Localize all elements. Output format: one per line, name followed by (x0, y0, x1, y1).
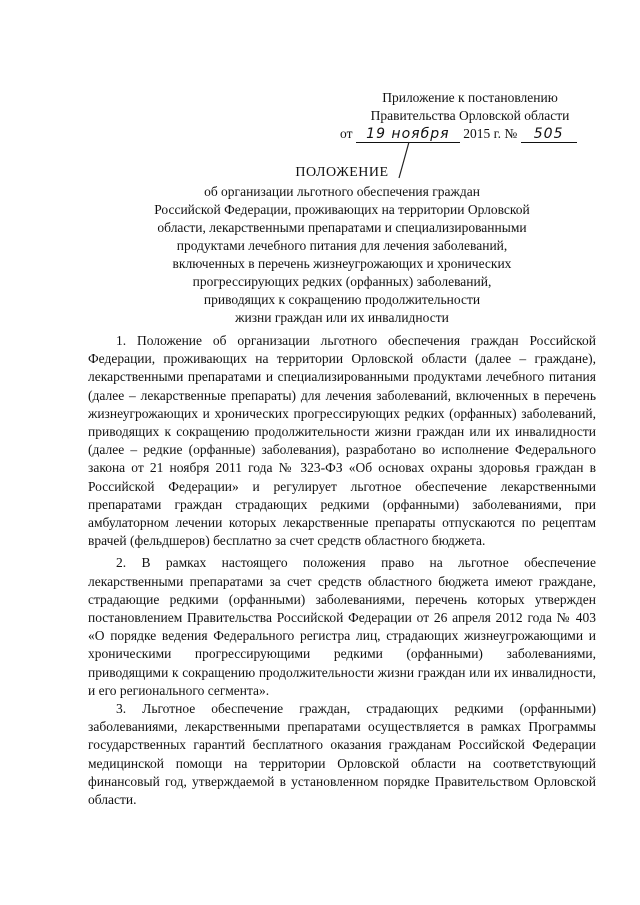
handwritten-number: 505 (521, 126, 577, 143)
title-line: об организации льготного обеспечения граждан (204, 184, 480, 199)
title-line: продуктами лечебного питания для лечения заболеваний, (176, 238, 508, 253)
title-line: включенных в перечень жизнеугрожающих и хронических (172, 256, 512, 271)
appendix-date-line (340, 125, 600, 143)
handwritten-date: 19 ноября (356, 126, 460, 143)
date-year: 2015 г. (463, 126, 501, 141)
title-line: прогрессирующих редких (орфанных) заболеваний, (192, 274, 492, 289)
appendix-line-2: Правительства Орловской области (370, 108, 570, 123)
paragraph-2: 2. В рамках настоящего положения право на льготное обеспечение лекарственными препаратами за счет средств областного бюджета имеют граждане, страдающие редкими (орфанными) заболеваниями, перечень которых утвержден постановлением Правительства Российской Федерации от 26 апреля 2012 года № 403 «О порядке ведения Федерального регистра лиц, страдающих жизнеугрожающими и хроническими прогрессирующими редкими (орфанными) заболеваниями, приводящими к сокращению продолжительности жизни граждан или их инвалидности, и его регионального сегмента». (88, 555, 596, 698)
appendix-header (340, 89, 600, 143)
paragraph-1: 1. Положение об организации льготного обеспечения граждан Российской Федерации, проживающих на территории Орловской области (далее – граждане), лекарственными препаратами и специализированными продуктами лечебного питания (далее – лекарственные препараты) для лечения заболеваний, включенных в перечень жизнеугрожающих и хронических прогрессирующих редких (орфанных) заболеваний, приводящих к сокращению продолжительности жизни граждан или их инвалидности (далее – редкие (орфанные) заболевания), разработано во исполнение Федерального закона от 21 ноября 2011 года № 323-ФЗ «Об основах охраны здоровья граждан в Российской Федерации» и регулирует льготное обеспечение лекарственными препаратами граждан страдающих редкими (орфанными) заболеваниями, при амбулаторном лечении которых лекарственные препараты отпускаются по рецептам врачей (фельдшеров) бесплатно за счет средств областного бюджета. (88, 333, 596, 549)
title-line: жизни граждан или их инвалидности (235, 310, 449, 325)
paragraph-3: 3. Льготное обеспечение граждан, страдающих редкими (орфанными) заболеваниями, лекарственными препаратами осуществляется в рамках Программы государственных гарантий бесплатного оказания гражданам Российской Федерации медицинской помощи на территории Орловской области на соответствующий финансовый год, утверждаемой в установленном порядке Правительством Орловской области. (88, 701, 596, 808)
number-sign: № (504, 126, 518, 141)
document-heading: ПОЛОЖЕНИЕ (295, 165, 389, 180)
document-title-block (88, 164, 596, 327)
title-line: области, лекарственными препаратами и специализированными (157, 220, 527, 235)
title-line: Российской Федерации, проживающих на территории Орловской (154, 202, 530, 217)
document-body (88, 332, 596, 809)
appendix-line-1: Приложение к постановлению (382, 90, 558, 105)
date-prefix: от (340, 126, 353, 141)
title-line: приводящих к сокращению продолжительности (203, 292, 481, 307)
